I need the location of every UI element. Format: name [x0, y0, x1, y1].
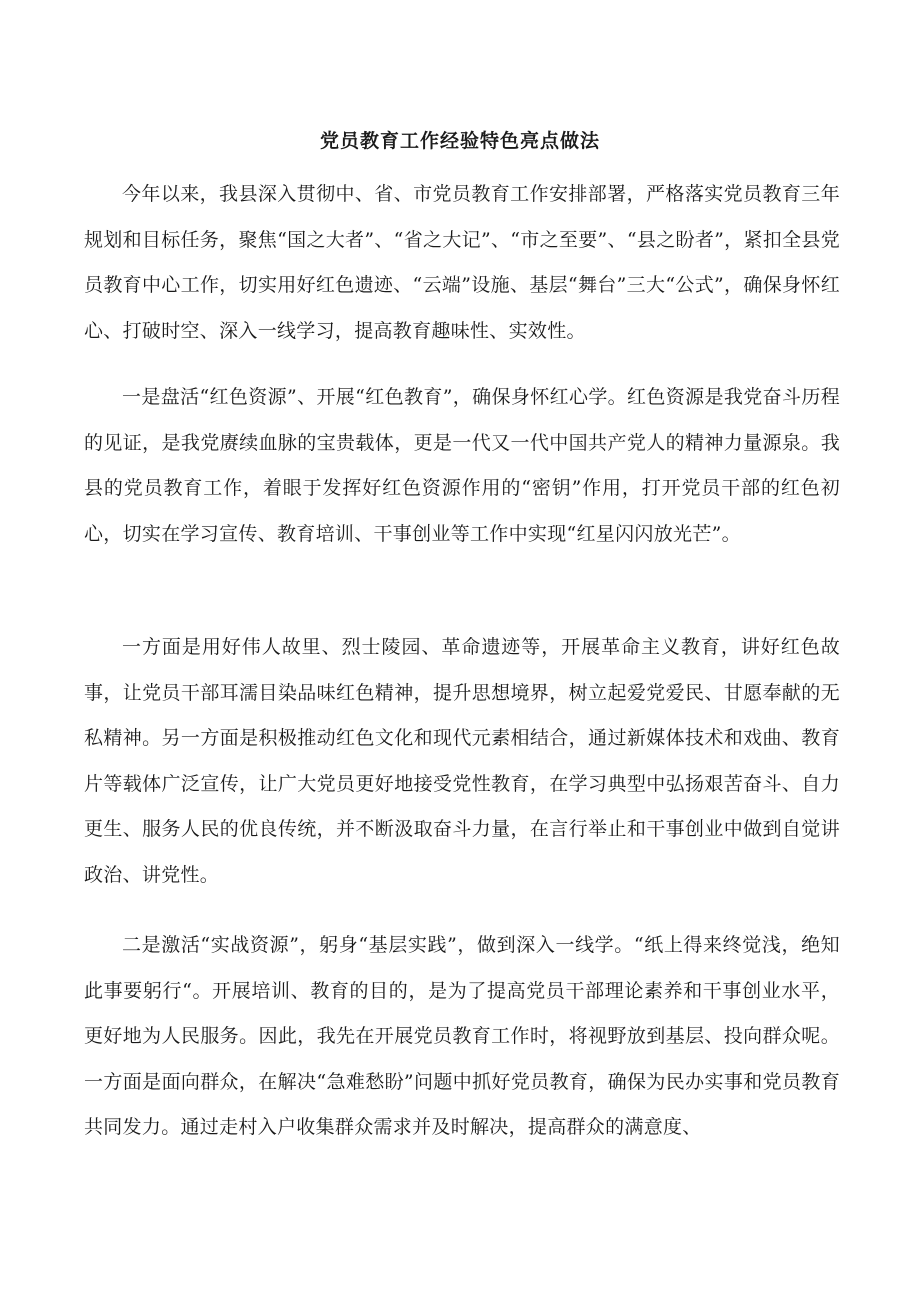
paragraph-red-resources: 一是盘活“红色资源”、开展“红色教育”，确保身怀红心学。红色资源是我党奋斗历程的见证，是我党赓续血脉的宝贵载体，更是一代又一代中国共产党人的精神力量源泉。我县的党员教育工作，着眼于发挥好红色资源作用的“密钥”作用，打开党员干部的红色初心，切实在学习宣传、教育培训、干事创业等工作中实现“红星闪闪放光芒”。 [84, 386, 840, 545]
document-title: 党员教育工作经验特色亮点做法 [319, 130, 600, 152]
paragraph-practice-resources: 二是激活“实战资源”，躬身“基层实践”，做到深入一线学。“纸上得来终觉浅，绝知此事要躬行“。开展培训、教育的目的，是为了提高党员干部理论素养和干事创业水平，更好地为人民服务。因此，我先在开展党员教育工作时，将视野放到基层、投向群众呢。一方面是面向群众，在解决“急难愁盼”问题中抓好党员教育，确保为民办实事和党员教育共同发力。通过走村入户收集群众需求并及时解决，提高群众的满意度、 [84, 934, 840, 1138]
paragraph-red-education-methods: 一方面是用好伟人故里、烈士陵园、革命遗迹等，开展革命主义教育，讲好红色故事，让党员干部耳濡目染品味红色精神，提升思想境界，树立起爱党爱民、甘愿奉献的无私精神。另一方面是积极推动红色文化和现代元素相结合，通过新媒体技术和戏曲、教育片等载体广泛宣传，让广大党员更好地接受党性教育，在学习典型中弘扬艰苦奋斗、自力更生、服务人民的优良传统，并不断汲取奋斗力量，在言行举止和干事创业中做到自觉讲政治、讲党性。 [84, 636, 840, 886]
paragraph-intro: 今年以来，我县深入贯彻中、省、市党员教育工作安排部署，严格落实党员教育三年规划和目标任务，聚焦“国之大者”、“省之大记”、“市之至要”、“县之盼者”，紧扣全县党员教育中心工作，切实用好红色遗迹、“云端”设施、基层“舞台”三大“公式”，确保身怀红心、打破时空、深入一线学习，提高教育趣味性、实效性。 [84, 183, 840, 342]
